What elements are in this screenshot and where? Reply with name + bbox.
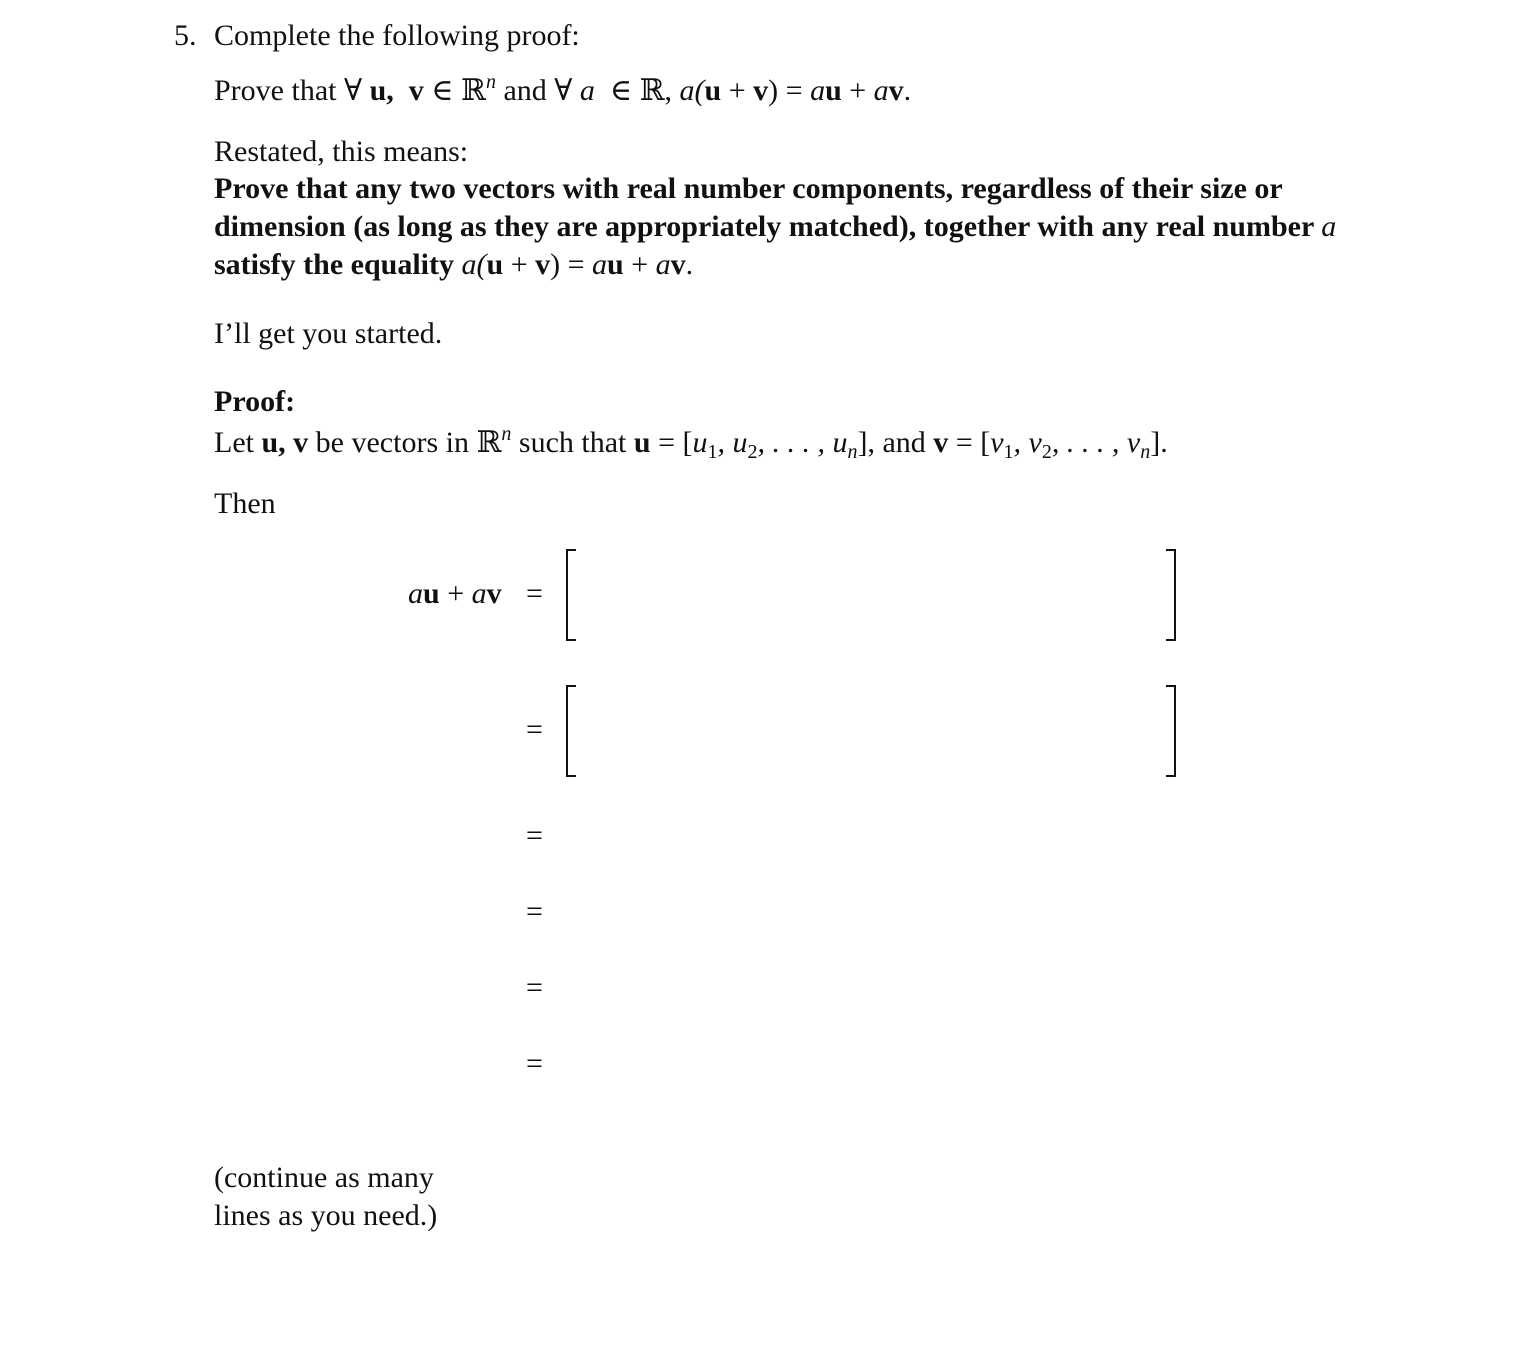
element-of-symbol: ∈: [609, 74, 633, 107]
element-of-symbol: ∈: [431, 74, 454, 107]
dimension-n: n: [485, 71, 496, 93]
equals-sign: =: [526, 895, 543, 928]
eq-v: v: [670, 248, 686, 281]
right-bracket: [1166, 549, 1176, 641]
let-word: Let: [214, 426, 254, 459]
u-component: u: [692, 426, 708, 459]
problem-title: Complete the following proof:: [214, 19, 580, 52]
problem-statement: [214, 70, 911, 109]
u-component: , u: [717, 426, 748, 459]
proof-let-line: [214, 422, 1168, 464]
eq-open-bracket: = [: [650, 426, 693, 459]
eq-plus: +: [439, 577, 472, 610]
forall-symbol: ∀: [554, 74, 573, 107]
restated-bold-text: Prove that any two vectors with real number components, regardless of their size or dimension (as long as they are appropriately matched), together with any real number: [214, 172, 1314, 243]
v-component: v: [990, 426, 1004, 459]
restated-satisfy: satisfy the equality: [214, 248, 454, 281]
statement-prefix: Prove that: [214, 74, 337, 107]
vector-v: v: [408, 74, 424, 107]
eq-v: v: [535, 248, 551, 281]
real-space-symbol: ℝ: [476, 426, 502, 459]
eq-v: v: [486, 577, 502, 610]
eq-a: a: [655, 248, 671, 281]
subscript: n: [847, 441, 858, 463]
right-bracket: [1166, 685, 1176, 777]
and-word: and: [503, 74, 547, 107]
eq-a: a: [471, 577, 487, 610]
v-component: , v: [1013, 426, 1042, 459]
eq-close: ) =: [550, 248, 593, 281]
eq-u: u: [486, 248, 504, 281]
subscript: 1: [1003, 441, 1014, 463]
restated-intro: Restated, this means:: [214, 135, 469, 168]
continue-note-line2: lines as you need.): [214, 1199, 438, 1232]
dimension-n: n: [501, 423, 512, 445]
continue-note-line1: (continue as many: [214, 1161, 434, 1194]
vector-v: v: [933, 426, 949, 459]
eq-u: u: [423, 577, 440, 610]
vectors-uv: u, v: [261, 426, 309, 459]
subscript: n: [1140, 441, 1151, 463]
vector-u: u,: [369, 74, 394, 107]
proof-heading: Proof:: [214, 385, 296, 418]
derivation-lhs: [408, 576, 502, 612]
eq-close: ) =: [768, 74, 811, 107]
problem-number: 5.: [174, 19, 197, 52]
then-word: Then: [214, 487, 276, 520]
scalar-a: a: [579, 74, 595, 107]
be-vectors-text: be vectors in: [315, 426, 469, 459]
restated-bold-paragraph: [214, 170, 1394, 284]
eq-plus: +: [841, 74, 874, 107]
real-space-symbol: ℝ: [461, 74, 486, 107]
subscript: 2: [747, 441, 758, 463]
eq-u: u: [825, 74, 842, 107]
v-dots: , . . . , v: [1051, 426, 1141, 459]
eq-u: u: [607, 248, 624, 281]
eq-period: .: [685, 248, 694, 281]
eq-period: .: [903, 74, 912, 107]
eq-v: v: [888, 74, 904, 107]
scalar-a: a: [1321, 210, 1337, 243]
statement-equation: [680, 74, 912, 107]
eq-a-open: a(: [461, 248, 487, 281]
eq-plus: +: [721, 74, 754, 107]
eq-v: v: [753, 74, 769, 107]
equals-sign: =: [526, 971, 543, 1004]
restated-equation: [462, 248, 694, 281]
real-set-symbol: ℝ,: [639, 74, 673, 107]
forall-symbol: ∀: [343, 74, 363, 107]
left-bracket: [566, 685, 576, 777]
equals-sign: =: [526, 819, 543, 852]
eq-a-open: a(: [679, 74, 705, 107]
eq-u: u: [704, 74, 722, 107]
eq-plus: +: [623, 248, 656, 281]
left-bracket: [566, 549, 576, 641]
starter-text: I’ll get you started.: [214, 317, 443, 350]
eq-a: a: [873, 74, 889, 107]
eq-a: a: [592, 248, 608, 281]
equals-sign: =: [526, 577, 543, 610]
subscript: 2: [1041, 441, 1052, 463]
eq-a: a: [810, 74, 826, 107]
u-dots: , . . . , u: [757, 426, 848, 459]
equals-sign: =: [526, 713, 543, 746]
equals-sign: =: [526, 1047, 543, 1080]
vector-u: u: [633, 426, 651, 459]
eq-open-bracket: = [: [948, 426, 991, 459]
eq-a: a: [408, 577, 423, 610]
u-close-and: ], and: [857, 426, 926, 459]
such-that-text: such that: [518, 426, 627, 459]
v-close: ].: [1150, 426, 1168, 459]
eq-plus: +: [503, 248, 536, 281]
subscript: 1: [707, 441, 718, 463]
